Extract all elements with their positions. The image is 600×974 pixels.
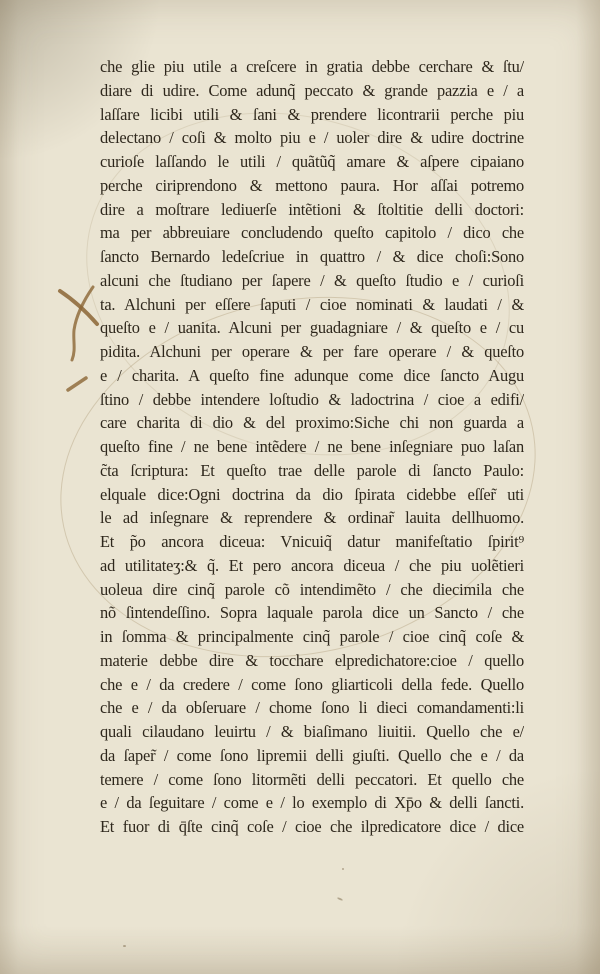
text-line: e / charita. A queſto fine adunque come dice ſancto Augu: [100, 365, 524, 385]
text-block: [100, 55, 524, 839]
text-line: ſancto Bernardo ledeſcriue in quattro / & dice choſi:Sono: [100, 247, 524, 266]
text-line: in ſomma & principalmente cinq̃ parole / cioe cinq̃ coſe &: [100, 627, 524, 646]
text-line: le ad inſegnare & reprendere & ordinar̃ lauita dellhuomo.: [100, 508, 524, 528]
text-line: ad utilitateʒ:& q̃. Et pero ancora diceua / che piu uolẽtieri: [100, 555, 524, 575]
text-line: elquale dice:Ogni doctrina da dio ſpirata cidebbe eſſer̃ uti: [100, 484, 524, 504]
text-line: che e / da obſeruare / chome ſono li dieci comandamenti:li: [100, 698, 524, 718]
text-line: ta. Alchuni per eſſere ſaputi / cioe nominati & laudati / &: [100, 294, 524, 314]
text-line: quali cilaudano leuirtu / & biaſimano liuitii. Quello che e/: [100, 722, 524, 741]
text-line: che e / da credere / come ſono gliarticoli della fede. Quello: [100, 674, 524, 694]
text-line: da ſaper̃ / come ſono lipremii delli giuſti. Quello che e / da: [100, 745, 524, 765]
text-line: Et fuor di q̄ſte cinq̃ coſe / cioe che ilpredicatore dice / dice: [100, 817, 524, 836]
paper-speck: [337, 897, 343, 901]
text-line: ma per abbreuiare concludendo queſto capitolo / dico che: [100, 223, 524, 243]
text-line: care charita di dio & del proximo:Siche chi non guarda a: [100, 413, 524, 433]
text-line: uoleua dire cinq̃ parole cõ intendimẽto / che diecimila che: [100, 579, 524, 599]
text-line: queſto fine / ne bene intẽdere / ne bene inſegniare puo laſan: [100, 437, 524, 456]
text-line: nõ ſintendeſſino. Sopra laquale parola dice un Sancto / che: [100, 603, 524, 623]
text-line: delectano / coſi & molto piu e / uoler dire & udire doctrine: [100, 128, 524, 148]
text-line: ſtino / debbe intendere loſtudio & ladoctrina / cioe a edifi/: [100, 389, 524, 409]
text-line: che glie piu utile a creſcere in gratia debbe cerchare & ſtu/: [100, 57, 524, 76]
text-line: pidita. Alchuni per operare & per fare operare / & queſto: [100, 342, 524, 361]
text-line: laſſare licibi utili & ſani & prendere licontrarii perche piu: [100, 104, 524, 124]
text-line: diare di udire. Come adunq̃ peccato & grande pazzia e / a: [100, 80, 524, 100]
text-line: Et p̃o ancora diceua: Vnicuiq̃ datur manifeſtatio ſpirit⁹: [100, 532, 524, 551]
text-line: c̃ta ſcriptura: Et queſto trae delle parole di ſancto Paulo:: [100, 460, 524, 480]
paper-speck: [342, 868, 344, 870]
text-line: e / da ſeguitare / come e / lo exemplo di Xp̄o & delli ſancti.: [100, 793, 524, 813]
text-line: materie debbe dire & tocchare elpredichatore:cioe / quello: [100, 650, 524, 670]
paper-speck: [123, 945, 126, 947]
text-line: curioſe laſſando le utili / quãtũq̃ amare & aſpere cipaiano: [100, 152, 524, 171]
text-line: dire a moſtrare lediuerſe intẽtioni & ſtoltitie delli doctori:: [100, 199, 524, 219]
text-line: queſto e / uanita. Alcuni per guadagniare / & queſto e / cu: [100, 318, 524, 338]
text-line: alcuni che ſtudiano per ſapere / & queſto ſtudio e / curioſi: [100, 270, 524, 290]
text-line: perche ciriprendono & mettono paura. Hor aſſai potremo: [100, 175, 524, 195]
text-line: temere / come ſono litormẽti delli peccatori. Et quello che: [100, 769, 524, 789]
